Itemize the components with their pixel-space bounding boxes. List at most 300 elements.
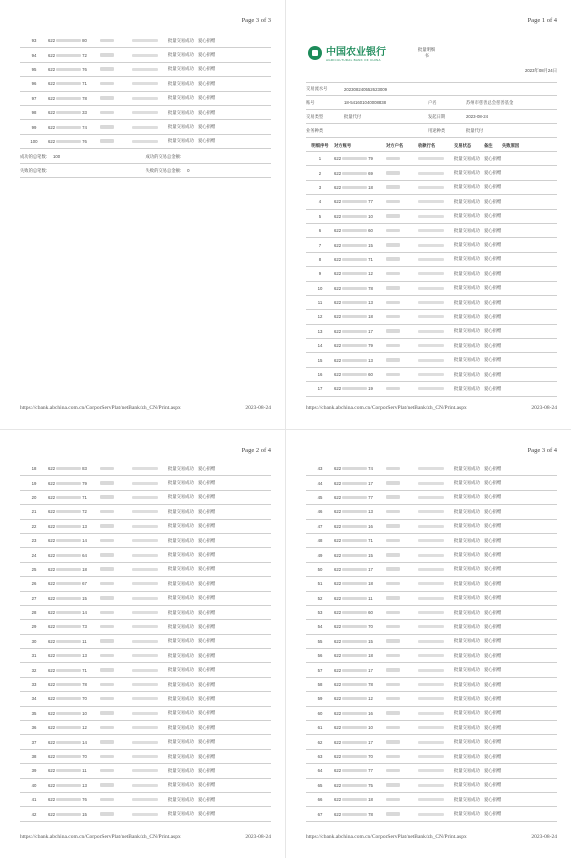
account-prefix: 622 — [334, 682, 342, 688]
table-row — [306, 779, 557, 793]
payee-bank — [418, 185, 454, 190]
redacted-block — [418, 344, 444, 347]
transaction-status: 批量交易成功 — [454, 342, 480, 348]
logo-chinese-name: 中国农业银行 — [326, 47, 386, 58]
payee-name — [386, 740, 418, 745]
redacted-block — [386, 200, 400, 204]
account-prefix: 622 — [334, 314, 342, 320]
payee-name — [100, 110, 132, 115]
redacted-block — [56, 597, 81, 600]
redacted-block — [132, 82, 158, 85]
account-number — [48, 725, 100, 730]
row-number: 42 — [31, 811, 37, 817]
remark: 爱心捐赠 — [198, 138, 216, 144]
redacted-block — [418, 387, 444, 390]
table-row — [306, 267, 557, 281]
document-title — [418, 47, 435, 59]
remark: 爱心捐赠 — [198, 537, 216, 543]
table-row — [20, 476, 271, 490]
account-suffix: 12 — [368, 696, 373, 702]
transaction-status: 批量交易成功 — [168, 652, 194, 658]
account-suffix: 17 — [368, 328, 373, 334]
redacted-block — [100, 769, 114, 773]
redacted-block — [386, 726, 400, 730]
transaction-status: 批量交易成功 — [168, 767, 194, 773]
info-row — [306, 96, 557, 110]
column-header: 交易状态 — [454, 142, 472, 148]
account-prefix: 622 — [48, 538, 56, 544]
redacted-block — [56, 798, 81, 801]
redacted-block — [132, 568, 158, 571]
account-suffix: 79 — [82, 480, 87, 486]
row-number: 36 — [31, 725, 37, 731]
remark: 爱心捐赠 — [484, 652, 502, 658]
row-number: 49 — [317, 552, 323, 558]
remark: 爱心捐赠 — [198, 739, 216, 745]
account-prefix: 622 — [334, 386, 342, 392]
account-suffix: 69 — [368, 170, 373, 176]
account-prefix: 622 — [334, 610, 342, 616]
account-number — [334, 696, 386, 701]
payee-name — [386, 783, 418, 788]
account-prefix: 622 — [334, 509, 342, 515]
redacted-block — [132, 510, 158, 513]
transaction-status: 批量交易成功 — [454, 285, 480, 291]
redacted-block — [56, 769, 81, 772]
remark: 爱心捐赠 — [484, 580, 502, 586]
account-suffix: 10 — [82, 710, 87, 716]
row-number: 19 — [31, 480, 37, 486]
row-number: 56 — [317, 653, 323, 659]
payee-name — [386, 610, 418, 615]
account-prefix: 622 — [334, 667, 342, 673]
table-row — [20, 678, 271, 692]
payee-bank — [418, 386, 454, 391]
payee-bank — [132, 96, 168, 101]
redacted-block — [386, 257, 400, 261]
redacted-block — [418, 784, 444, 787]
table-row — [306, 577, 557, 591]
transaction-status: 批量交易成功 — [454, 710, 480, 716]
account-suffix: 77 — [368, 199, 373, 205]
account-number — [334, 199, 386, 204]
payee-bank — [132, 481, 168, 486]
row-number: 51 — [317, 581, 323, 587]
page-footer — [306, 834, 557, 840]
redacted-block — [342, 712, 367, 715]
redacted-block — [386, 769, 400, 773]
redacted-block — [56, 625, 81, 628]
row-number: 40 — [31, 782, 37, 788]
redacted-block — [386, 387, 400, 391]
redacted-block — [56, 510, 81, 513]
payee-bank — [418, 639, 454, 644]
redacted-block — [418, 359, 444, 362]
redacted-block — [56, 539, 81, 542]
remark: 爱心捐赠 — [484, 537, 502, 543]
payee-bank — [418, 581, 454, 586]
redacted-block — [56, 467, 81, 470]
info-key: 账号 — [306, 99, 315, 105]
payee-name — [386, 358, 418, 363]
account-suffix: 18 — [368, 797, 373, 803]
payee-name — [386, 214, 418, 219]
transaction-status: 批量交易成功 — [454, 256, 480, 262]
redacted-block — [418, 697, 444, 700]
payee-bank — [132, 812, 168, 817]
redacted-block — [342, 582, 367, 585]
account-number — [48, 38, 100, 43]
account-number — [334, 538, 386, 543]
account-prefix: 622 — [48, 811, 56, 817]
payee-bank — [418, 509, 454, 514]
remark: 爱心捐赠 — [198, 724, 216, 730]
redacted-block — [100, 812, 114, 816]
transaction-status: 批量交易成功 — [454, 767, 480, 773]
remark: 爱心捐赠 — [198, 681, 216, 687]
transaction-status: 批量交易成功 — [454, 753, 480, 759]
remark: 爱心捐赠 — [198, 494, 216, 500]
payee-bank — [418, 538, 454, 543]
info-value: 202308240552623009 — [344, 86, 388, 92]
account-number — [48, 754, 100, 759]
redacted-block — [56, 697, 81, 700]
payee-name — [100, 495, 132, 500]
table-row — [306, 548, 557, 562]
account-suffix: 16 — [368, 710, 373, 716]
redacted-block — [342, 726, 367, 729]
table-row — [20, 592, 271, 606]
account-prefix: 622 — [48, 110, 56, 116]
payee-bank — [132, 596, 168, 601]
redacted-block — [386, 510, 400, 514]
account-prefix: 622 — [48, 38, 56, 44]
table-row — [306, 678, 557, 692]
row-number: 32 — [31, 667, 37, 673]
payee-name — [100, 125, 132, 130]
column-header: 对方户名 — [386, 142, 404, 148]
redacted-block — [100, 539, 114, 543]
payee-bank — [132, 653, 168, 658]
transaction-status: 批量交易成功 — [168, 480, 194, 486]
redacted-block — [56, 111, 81, 114]
page-3-of-3 — [0, 0, 285, 429]
redacted-block — [418, 611, 444, 614]
payee-name — [100, 96, 132, 101]
row-number: 1 — [318, 156, 322, 162]
redacted-block — [418, 568, 444, 571]
redacted-block — [418, 654, 444, 657]
footer-date: 2023-08-24 — [245, 405, 271, 411]
account-suffix: 76 — [82, 138, 87, 144]
row-number: 66 — [317, 797, 323, 803]
redacted-block — [100, 683, 114, 687]
remark: 爱心捐赠 — [484, 198, 502, 204]
account-number — [334, 495, 386, 500]
remark: 爱心捐赠 — [484, 155, 502, 161]
page-footer — [20, 834, 271, 840]
payee-name — [386, 329, 418, 334]
account-prefix: 622 — [334, 552, 342, 558]
redacted-block — [56, 525, 81, 528]
remark: 爱心捐赠 — [484, 566, 502, 572]
redacted-block — [342, 669, 367, 672]
row-number: 35 — [31, 710, 37, 716]
remark: 爱心捐赠 — [198, 465, 216, 471]
account-number — [334, 581, 386, 586]
payee-bank — [418, 596, 454, 601]
row-number: 94 — [31, 52, 37, 58]
redacted-block — [132, 582, 158, 585]
footer-date: 2023-08-24 — [531, 834, 557, 840]
table-row — [306, 534, 557, 548]
redacted-block — [386, 539, 400, 543]
payee-bank — [418, 682, 454, 687]
transaction-status: 批量交易成功 — [454, 681, 480, 687]
payee-name — [100, 768, 132, 773]
transaction-status: 批量交易成功 — [168, 623, 194, 629]
account-prefix: 622 — [334, 184, 342, 190]
transaction-status: 批量交易成功 — [168, 595, 194, 601]
redacted-block — [100, 668, 114, 672]
redacted-block — [418, 597, 444, 600]
account-number — [334, 243, 386, 248]
payee-name — [100, 725, 132, 730]
remark: 爱心捐赠 — [198, 52, 216, 58]
redacted-block — [100, 611, 114, 615]
payee-bank — [418, 286, 454, 291]
redacted-block — [386, 524, 400, 528]
payee-bank — [418, 495, 454, 500]
redacted-block — [132, 111, 158, 114]
account-prefix: 622 — [334, 710, 342, 716]
redacted-block — [342, 683, 367, 686]
redacted-block — [342, 625, 367, 628]
account-number — [334, 524, 386, 529]
redacted-block — [56, 755, 81, 758]
remark: 爱心捐赠 — [198, 566, 216, 572]
logo-english-name: AGRICULTURAL BANK OF CHINA — [326, 58, 381, 62]
account-suffix: 17 — [368, 739, 373, 745]
payee-name — [100, 567, 132, 572]
table-row — [20, 779, 271, 793]
redacted-block — [132, 482, 158, 485]
account-number — [334, 300, 386, 305]
remark: 爱心捐赠 — [484, 227, 502, 233]
table-row — [306, 353, 557, 367]
account-number — [334, 567, 386, 572]
account-suffix: 60 — [368, 228, 373, 234]
payee-name — [100, 38, 132, 43]
summary-right — [146, 168, 272, 174]
account-number — [48, 96, 100, 101]
info-value: 批量代付 — [466, 127, 484, 133]
account-prefix: 622 — [334, 300, 342, 306]
redacted-block — [56, 97, 81, 100]
redacted-block — [56, 654, 81, 657]
payee-name — [386, 653, 418, 658]
payee-name — [386, 372, 418, 377]
account-number — [48, 596, 100, 601]
account-suffix: 78 — [82, 95, 87, 101]
account-suffix: 15 — [82, 811, 87, 817]
account-prefix: 622 — [48, 509, 56, 515]
table-row — [20, 135, 271, 149]
remark: 爱心捐赠 — [198, 109, 216, 115]
row-number: 8 — [318, 256, 322, 262]
redacted-block — [342, 287, 367, 290]
redacted-block — [132, 539, 158, 542]
remark: 爱心捐赠 — [484, 739, 502, 745]
account-number — [48, 624, 100, 629]
redacted-block — [100, 553, 114, 557]
redacted-block — [418, 373, 444, 376]
remark: 爱心捐赠 — [484, 328, 502, 334]
table-row — [20, 635, 271, 649]
account-suffix: 18 — [368, 314, 373, 320]
account-number — [334, 329, 386, 334]
account-suffix: 77 — [368, 494, 373, 500]
table-row — [306, 238, 557, 252]
account-suffix: 71 — [82, 81, 87, 87]
redacted-block — [100, 726, 114, 730]
redacted-block — [418, 625, 444, 628]
account-prefix: 622 — [334, 372, 342, 378]
row-number: 63 — [317, 754, 323, 759]
info-row — [306, 124, 557, 138]
table-row — [20, 462, 271, 476]
transaction-status: 批量交易成功 — [168, 124, 194, 130]
table-row — [306, 692, 557, 706]
remark: 爱心捐赠 — [198, 609, 216, 615]
account-prefix: 622 — [48, 581, 56, 587]
table-row — [20, 793, 271, 807]
redacted-block — [132, 611, 158, 614]
redacted-block — [386, 481, 400, 485]
account-suffix: 15 — [368, 242, 373, 248]
transaction-status: 批量交易成功 — [454, 371, 480, 377]
row-number: 96 — [31, 81, 37, 87]
remark: 爱心捐赠 — [484, 270, 502, 276]
row-number: 27 — [31, 595, 37, 601]
redacted-block — [342, 640, 367, 643]
redacted-block — [56, 54, 81, 57]
payee-bank — [418, 768, 454, 773]
redacted-block — [386, 214, 400, 218]
transaction-status: 批量交易成功 — [454, 299, 480, 305]
account-prefix: 622 — [334, 581, 342, 587]
redacted-block — [100, 53, 114, 57]
payee-bank — [132, 538, 168, 543]
redacted-block — [100, 798, 114, 802]
row-number: 52 — [317, 595, 323, 601]
account-number — [48, 538, 100, 543]
row-number: 29 — [31, 624, 37, 630]
account-prefix: 622 — [48, 797, 56, 803]
account-number — [334, 682, 386, 687]
redacted-block — [342, 784, 367, 787]
redacted-block — [418, 741, 444, 744]
redacted-block — [418, 755, 444, 758]
account-number — [334, 466, 386, 471]
account-number — [48, 610, 100, 615]
account-suffix: 78 — [368, 811, 373, 817]
footer-url: https://cbank.abchina.com.cn/CorporServPlat/netBank/zh_CN/Print.aspx — [20, 834, 181, 840]
column-header: 收款行名 — [418, 142, 436, 148]
remark: 爱心捐赠 — [484, 753, 502, 759]
redacted-block — [418, 640, 444, 643]
row-number: 67 — [317, 811, 323, 817]
redacted-block — [132, 798, 158, 801]
summary-label: 失败的总笔数: — [20, 167, 47, 173]
table-row — [306, 707, 557, 721]
remark: 爱心捐赠 — [484, 299, 502, 305]
redacted-block — [132, 784, 158, 787]
page-3-of-4 — [286, 430, 571, 858]
account-prefix: 622 — [334, 357, 342, 363]
payee-name — [100, 668, 132, 673]
redacted-block — [100, 625, 114, 629]
table-row — [20, 692, 271, 706]
payee-bank — [418, 243, 454, 248]
account-number — [334, 372, 386, 377]
account-suffix: 12 — [82, 725, 87, 731]
payee-bank — [132, 524, 168, 529]
account-suffix: 13 — [368, 300, 373, 306]
account-suffix: 71 — [82, 667, 87, 673]
redacted-block — [418, 712, 444, 715]
redacted-block — [100, 783, 114, 787]
transaction-status: 批量交易成功 — [168, 52, 194, 58]
redacted-block — [386, 582, 400, 586]
account-prefix: 622 — [334, 343, 342, 349]
account-suffix: 75 — [368, 782, 373, 788]
payee-bank — [132, 53, 168, 58]
redacted-block — [386, 639, 400, 643]
redacted-block — [56, 712, 81, 715]
payee-bank — [418, 214, 454, 219]
redacted-block — [342, 330, 367, 333]
transaction-status: 批量交易成功 — [454, 213, 480, 219]
row-number: 50 — [317, 566, 323, 572]
redacted-block — [100, 139, 114, 143]
payee-bank — [418, 300, 454, 305]
payee-name — [100, 797, 132, 802]
summary-right — [146, 154, 272, 160]
transaction-status: 批量交易成功 — [454, 270, 480, 276]
account-prefix: 622 — [48, 595, 56, 601]
redacted-block — [132, 640, 158, 643]
table-row — [20, 34, 271, 48]
redacted-block — [342, 244, 367, 247]
info-value: 批量代付 — [344, 113, 362, 119]
remark: 爱心捐赠 — [198, 66, 216, 72]
account-prefix: 622 — [334, 523, 342, 529]
remark: 爱心捐赠 — [484, 385, 502, 391]
remark: 爱心捐赠 — [198, 667, 216, 673]
account-number — [334, 185, 386, 190]
redacted-block — [100, 481, 114, 485]
redacted-block — [100, 697, 114, 701]
table-row — [306, 282, 557, 296]
payee-bank — [132, 610, 168, 615]
payee-bank — [132, 553, 168, 558]
transaction-status: 批量交易成功 — [454, 227, 480, 233]
payee-bank — [132, 783, 168, 788]
account-suffix: 74 — [368, 466, 373, 472]
payee-name — [100, 610, 132, 615]
row-number: 22 — [31, 523, 37, 529]
